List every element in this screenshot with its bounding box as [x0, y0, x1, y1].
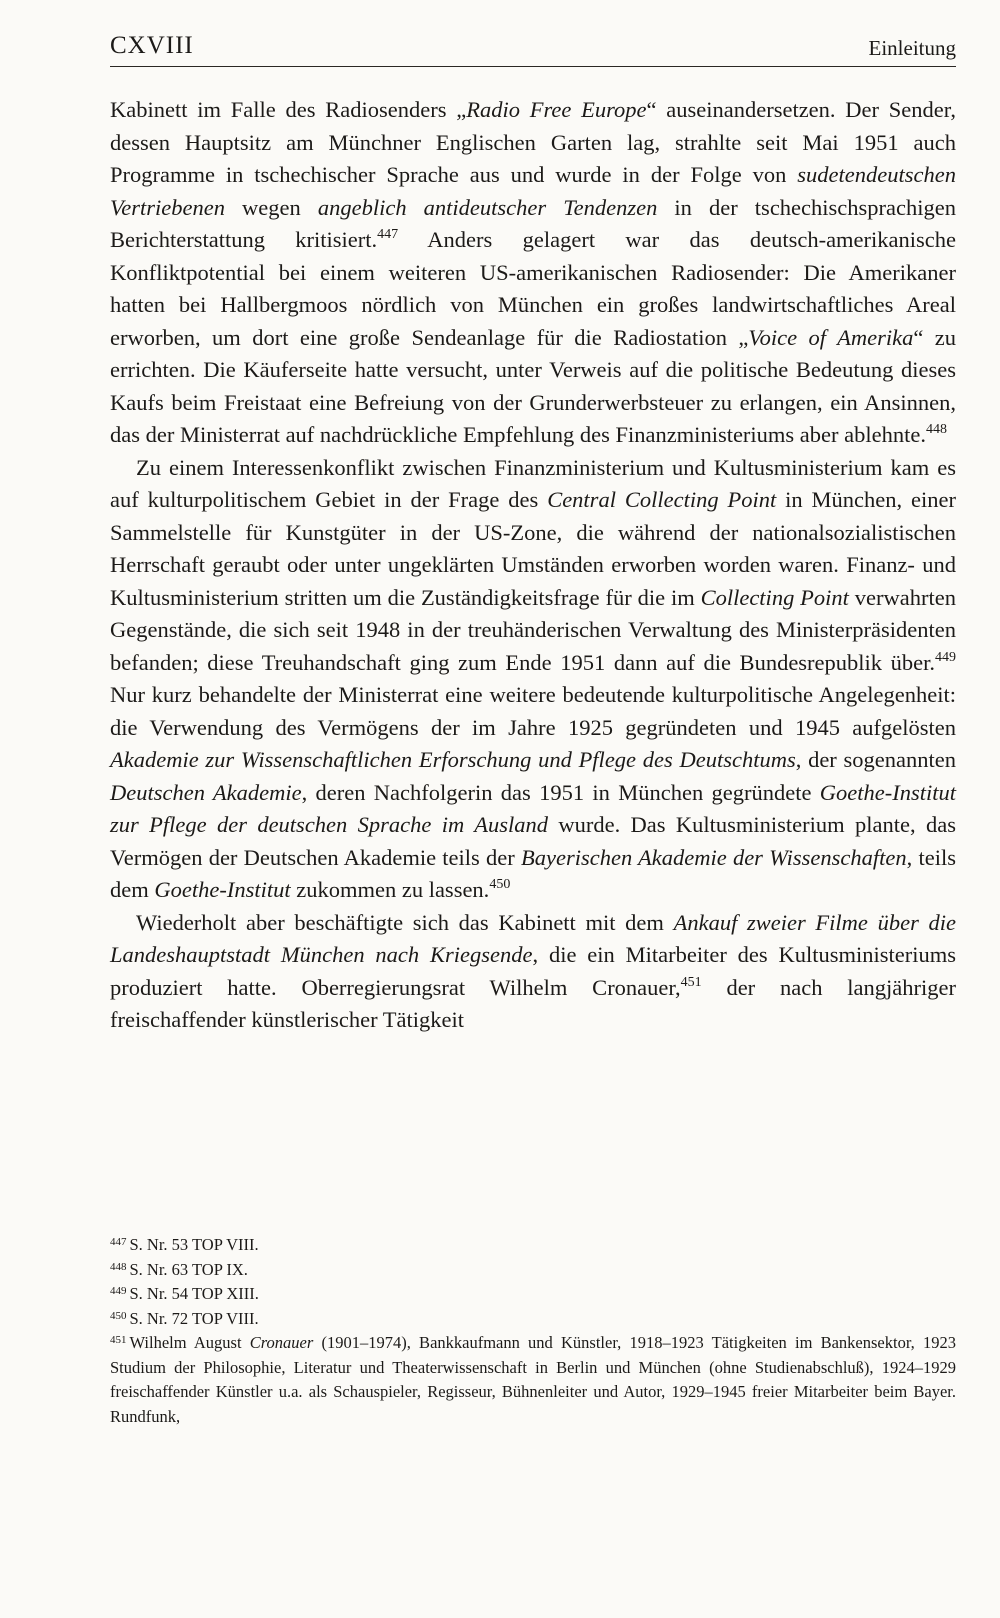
footnote-ref-448[interactable]: 448 — [926, 422, 947, 437]
paragraph-2: Zu einem Interessenkonflikt zwischen Finanzministerium und Kultusministerium kam es auf kulturpolitischem Gebiet in der Frage des Central Collecting Point in München, einer Sammelstelle für Kunstgüter in der US-Zone, die während der nationalsozialistischen Herrschaft geraubt oder unter ungeklärten Umständen erworben worden waren. Finanz- und Kultusministerium stritten um die Zuständigkeitsfrage für die im Collecting Point verwahrten Gegenstände, die sich seit 1948 in der treuhänderischen Verwaltung des Ministerpräsidenten befanden; diese Treuhandschaft ging zum Ende 1951 dann auf die Bundesrepublik über.$^{449}$ Nur kurz behandelte der Ministerrat eine weitere bedeutende kulturpolitische Angelegenheit: die Verwendung des Vermögens der im Jahre 1925 gegründeten und 1945 aufgelösten Akademie zur Wissenschaftlichen Erforschung und Pflege des Deutschtums, der sogenannten Deutschen Akademie, deren Nachfolgerin das 1951 in München gegründete Goethe-Institut zur Pflege der deutschen Sprache im Ausland wurde. Das Kultusministerium plante, das Vermögen der Deutschen Akademie teils der Bayerischen Akademie der Wissenschaften, teils dem Goethe-Institut zukommen zu lassen.$^{450}$ — [110, 454, 957, 902]
footnote-450: $^{450}$ S. Nr. 72 TOP VIII. — [110, 1308, 259, 1328]
page-number: CXVIII — [110, 32, 194, 59]
footnote-ref-447[interactable]: 447 — [377, 227, 399, 242]
footnote-ref-451[interactable]: 451 — [680, 974, 702, 990]
footnote-447: $^{447}$ S. Nr. 53 TOP VIII. — [110, 1235, 259, 1254]
footnote-448: $^{448}$ S. Nr. 63 TOP IX. — [110, 1259, 248, 1279]
footnote-449: $^{449}$ S. Nr. 54 TOP XIII. — [110, 1284, 259, 1303]
running-title: Einleitung — [868, 36, 956, 60]
page-header — [110, 30, 956, 67]
footnotes — [110, 1233, 956, 1429]
paragraph-3: Wiederholt aber beschäftigte sich das Kabinett mit dem Ankauf zweier Filme über die Landeshauptstadt München nach Kriegsende, die ein Mitarbeiter des Kultusministeriums produziert hatte. Oberregierungsrat Wilhelm Cronauer,$^{451}$ der nach langjähriger freischaffender künstlerischer Tätigkeit — [110, 909, 956, 1032]
footnote-451: $^{451}$ Wilhelm August Cronauer (1901–1974), Bankkaufmann und Künstler, 1918–1923 Tätigkeiten im Bankensektor, 1923 Studium der Philosophie, Literatur und Theaterwissenschaft in Berlin und München (ohne Studienabschluß), 1924–1929 freischaffender Künstler u.a. als Schauspieler, Regisseur, Bühnenleiter und Autor, 1929–1945 freier Mitarbeiter beim Bayer. Rundfunk, — [110, 1333, 956, 1426]
footnote-ref-449[interactable]: 449 — [935, 649, 956, 665]
main-text — [110, 94, 956, 1037]
paragraph-1: Kabinett im Falle des Radiosenders „Radio Free Europe“ auseinandersetzen. Der Sender, dessen Hauptsitz am Münchner Englischen Garten lag, strahlte seit Mai 1951 auch Programme in tschechischer Sprache aus und wurde in der Folge von sudetendeutschen Vertriebenen wegen angeblich antideutscher Tendenzen in der tschechischsprachigen Berichterstattung kritisiert.$^{447}$ Anders gelagert war das deutsch-amerikanische Konfliktpotential bei einem weiteren US-amerikanischen Radiosender: Die Amerikaner hatten bei Hallbergmoos nördlich von München ein großes landwirtschaftliches Areal erworben, um dort eine große Sendeanlage für die Radiostation „Voice of Amerika“ zu errichten. Die Käuferseite hatte versucht, unter Verweis auf die politische Bedeutung dieses Kaufs beim Freistaat eine Befreiung von der Grunderwerbsteuer zu erlangen, ein Ansinnen, das der Ministerrat auf nachdrückliche Empfehlung des Finanzministeriums aber ablehnte.$^{448}$ — [110, 97, 957, 447]
footnote-ref-450[interactable]: 450 — [489, 877, 511, 892]
